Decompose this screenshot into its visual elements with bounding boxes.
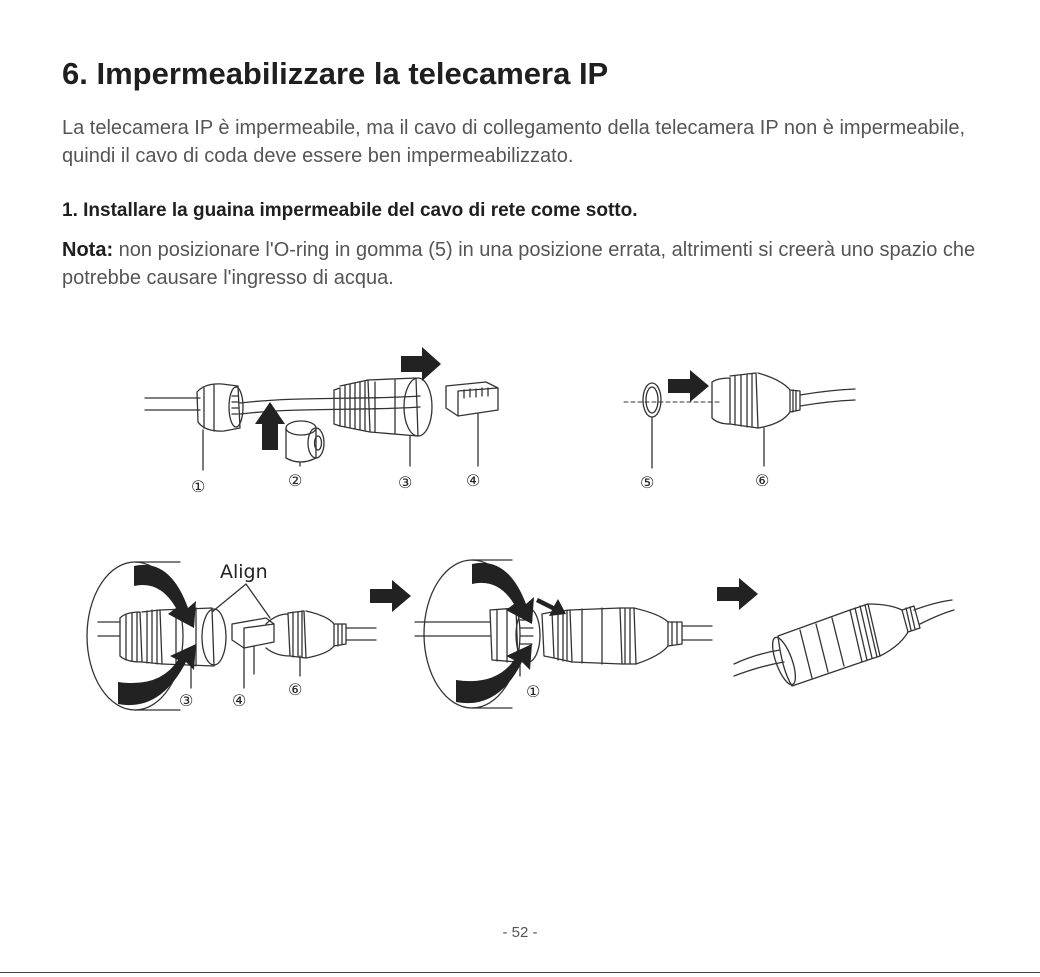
connector-part xyxy=(712,373,855,428)
note-label: Nota: xyxy=(62,239,114,261)
rubber-seal-part xyxy=(286,421,324,462)
housing-part xyxy=(542,608,712,664)
o-ring-figure xyxy=(624,373,855,468)
callout-1: ① xyxy=(191,477,206,496)
pull-right-arrow-icon xyxy=(401,347,441,381)
rj45-plug-part xyxy=(446,382,498,416)
callout-6: ⑥ xyxy=(755,471,770,490)
housing-part xyxy=(334,378,432,436)
page-divider xyxy=(0,972,1040,973)
page-number: - 52 - xyxy=(502,924,538,941)
callout-1: ① xyxy=(526,682,541,701)
callout-4: ④ xyxy=(466,471,481,490)
callout-5: ⑤ xyxy=(640,473,655,492)
callout-3: ③ xyxy=(398,473,413,492)
note-text: non posizionare l'O-ring in gomma (5) in una posizione errata, altrimenti si creerà uno spazio che potrebbe causare l'ingresso di acqua. xyxy=(62,239,976,289)
align-label: Align xyxy=(220,561,268,583)
rj45-plug-part xyxy=(232,618,274,676)
rotate-top-arrow-icon xyxy=(134,565,196,628)
rotate-top-arrow-icon xyxy=(472,563,534,624)
next-step-arrow-icon xyxy=(370,580,411,612)
callout-6: ⑥ xyxy=(288,680,303,699)
assembled-sheath-part xyxy=(768,600,954,687)
callout-2: ② xyxy=(288,471,303,490)
insert-right-arrow-icon xyxy=(668,370,709,402)
sealing-nut-part xyxy=(197,384,243,431)
push-arrow-icon xyxy=(536,598,566,616)
o-ring-part xyxy=(643,383,661,417)
intro-paragraph: La telecamera IP è impermeabile, ma il cavo di collegamento della telecamera IP non è impermeabile, quindi il cavo di coda deve essere ben impermeabilizzato. xyxy=(62,117,966,167)
callout-4: ④ xyxy=(232,691,247,710)
next-step-arrow-icon xyxy=(717,578,758,610)
step-title: 1. Installare la guaina impermeabile del cavo di rete come sotto. xyxy=(62,200,638,221)
insert-up-arrow-icon xyxy=(255,402,285,450)
exploded-assembly-figure xyxy=(145,378,498,470)
connector-part xyxy=(266,611,376,658)
callout-3: ③ xyxy=(179,691,194,710)
section-title: 6. Impermeabilizzare la telecamera IP xyxy=(62,56,609,91)
final-assembly-figure xyxy=(734,600,954,687)
